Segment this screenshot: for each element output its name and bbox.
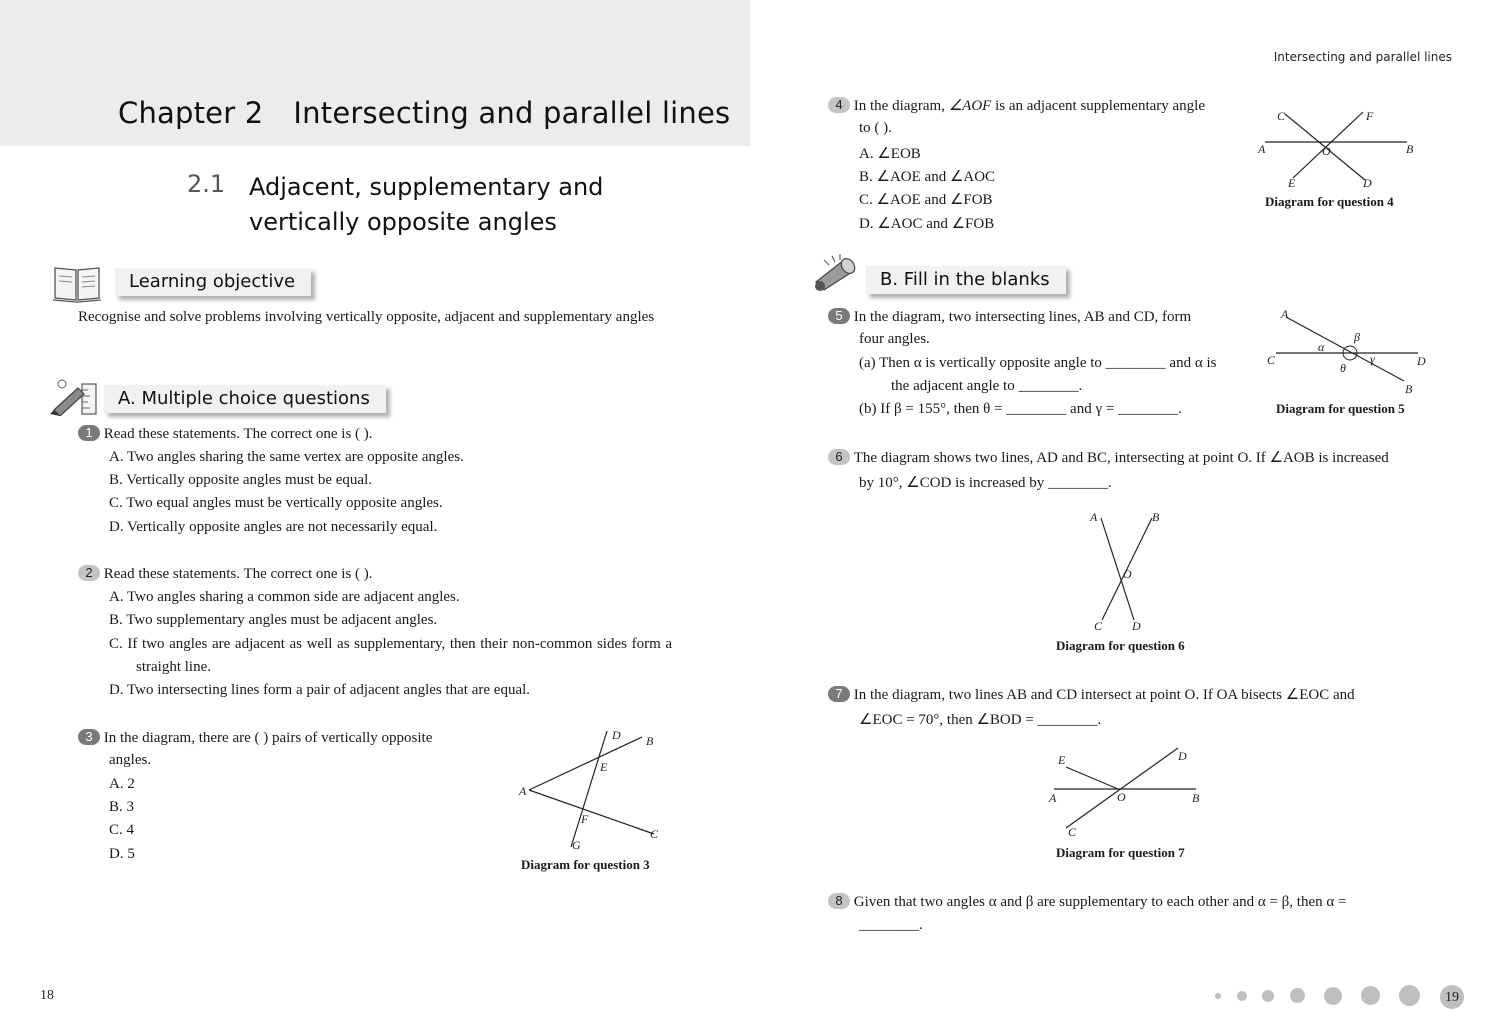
option-a: A. Two angles sharing the same vertex are opposite angles.: [109, 449, 464, 465]
option-a: A. ∠EOB: [859, 146, 921, 162]
question-8: [828, 891, 1346, 914]
question-stem: In the diagram, two lines AB and CD intersect at point O. If OA bisects ∠EOC and: [853, 687, 1355, 703]
diagram-caption-q5: Diagram for question 5: [1276, 401, 1405, 416]
option-c: C. ∠AOE and ∠FOB: [859, 192, 993, 208]
chapter-number: Chapter 2: [118, 96, 264, 130]
diagram-q3: [510, 722, 670, 856]
label-beta: β: [1354, 330, 1360, 344]
diagram-caption-q4: Diagram for question 4: [1265, 194, 1394, 209]
question-number-badge: 5: [828, 308, 850, 324]
label-d: D: [1178, 749, 1187, 763]
label-d: D: [612, 728, 621, 742]
label-b: B: [646, 734, 654, 748]
label-a: A: [1281, 307, 1289, 321]
running-head: Intersecting and parallel lines: [1273, 50, 1452, 64]
question-5: [828, 306, 1244, 329]
label-g: G: [572, 838, 581, 852]
label-e: E: [1288, 176, 1296, 190]
decorative-dot: [1324, 987, 1342, 1005]
question-number-badge: 6: [828, 449, 850, 465]
option-b: B. 3: [109, 799, 135, 815]
label-a: A: [519, 784, 527, 798]
option-d: D. 5: [109, 846, 135, 862]
option-d: D. Vertically opposite angles are not necessarily equal.: [109, 519, 438, 535]
diagram-caption-q7: Diagram for question 7: [1056, 845, 1185, 860]
label-b: B: [1405, 382, 1413, 396]
question-number-badge: 1: [78, 425, 100, 441]
chapter-title: [118, 96, 730, 130]
question-7: [828, 684, 1355, 707]
question-2: [78, 563, 373, 586]
question-stem-line2: four angles.: [859, 331, 930, 347]
question-stem-line2: ________.: [859, 917, 923, 933]
question-stem-line2: angles.: [109, 752, 152, 768]
decorative-dot: [1215, 993, 1221, 999]
scroll-horn-icon: [810, 252, 862, 294]
label-b: B: [1406, 142, 1414, 156]
pencil-ruler-icon: [48, 378, 100, 416]
label-o: O: [1322, 144, 1331, 158]
decorative-dot: [1361, 986, 1380, 1005]
option-c-text: C. If two angles are adjacent as well as supplementary, then their non-common sides form a straight line.: [109, 636, 672, 676]
page-number-left: 18: [40, 988, 54, 1003]
option-b: B. Vertically opposite angles must be equal.: [109, 472, 373, 488]
section-title-line2: vertically opposite angles: [249, 208, 557, 236]
learning-objective-banner: Learning objective: [115, 268, 311, 296]
ray-oe: [1066, 767, 1118, 789]
label-f: F: [581, 812, 589, 826]
line-ac: [529, 790, 654, 834]
label-theta: θ: [1340, 361, 1346, 375]
label-b: B: [1152, 510, 1160, 524]
question-4: [828, 95, 1205, 118]
label-f: F: [1366, 109, 1374, 123]
page-number-right: 19: [1445, 990, 1459, 1005]
question-stem: Given that two angles α and β are supplementary to each other and α = β, then α =: [853, 894, 1347, 910]
book-icon: [52, 262, 102, 304]
label-d: D: [1417, 354, 1426, 368]
option-b: B. Two supplementary angles must be adjacent angles.: [109, 612, 438, 628]
section-number: 2.1: [187, 170, 226, 198]
section-title-line1: Adjacent, supplementary and: [249, 173, 604, 201]
label-c: C: [1068, 825, 1077, 839]
line-dg: [571, 731, 607, 847]
label-o: O: [1117, 790, 1126, 804]
option-c: C. 4: [109, 822, 135, 838]
label-b: B: [1192, 791, 1200, 805]
part-b: (b) If β = 155°, then θ = ________ and γ = ________.: [859, 401, 1182, 417]
label-a: A: [1258, 142, 1266, 156]
line-ab: [529, 737, 642, 790]
option-c: [109, 633, 672, 680]
label-e: E: [600, 760, 608, 774]
question-stem: In the diagram, there are ( ) pairs of vertically opposite: [103, 730, 433, 746]
question-stem: Read these statements. The correct one is ( ).: [103, 426, 373, 442]
learning-objective-text: Recognise and solve problems involving vertically opposite, adjacent and supplementary angles: [78, 309, 655, 325]
question-stem-part2: is an adjacent supplementary angle: [991, 98, 1205, 114]
question-number-badge: 2: [78, 565, 100, 581]
decorative-dot: [1262, 990, 1274, 1002]
question-number-badge: 8: [828, 893, 850, 909]
question-stem-line2: ∠EOC = 70°, then ∠BOD = ________.: [859, 712, 1102, 728]
diagram-q7: [1044, 744, 1210, 840]
label-a: A: [1049, 791, 1057, 805]
question-1: [78, 423, 373, 446]
section-b-banner: B. Fill in the blanks: [866, 266, 1066, 294]
question-number-badge: 7: [828, 686, 850, 702]
decorative-dot: [1237, 991, 1247, 1001]
option-b: B. ∠AOE and ∠AOC: [859, 169, 996, 185]
label-e: E: [1058, 753, 1066, 767]
question-stem: In the diagram, two intersecting lines, AB and CD, form: [853, 309, 1192, 325]
question-number-badge: 3: [78, 729, 100, 745]
question-stem-angle: ∠AOF: [948, 98, 992, 114]
label-c: C: [650, 827, 659, 841]
diagram-caption-q6: Diagram for question 6: [1056, 638, 1185, 653]
diagram-q4: [1255, 102, 1425, 194]
option-d: D. Two intersecting lines form a pair of adjacent angles that are equal.: [109, 682, 531, 698]
option-d: D. ∠AOC and ∠FOB: [859, 216, 995, 232]
decorative-dot: [1290, 988, 1305, 1003]
label-c: C: [1277, 109, 1286, 123]
question-stem-line2: to ( ).: [859, 120, 892, 136]
line-dc: [1066, 748, 1178, 828]
option-a: A. Two angles sharing a common side are adjacent angles.: [109, 589, 460, 605]
label-a: A: [1090, 510, 1098, 524]
label-d: D: [1363, 176, 1372, 190]
question-number-badge: 4: [828, 97, 850, 113]
label-o: O: [1123, 567, 1132, 581]
question-6: [828, 447, 1389, 470]
decorative-dot: [1399, 985, 1420, 1006]
section-title: [249, 170, 603, 240]
label-gamma: γ: [1370, 352, 1375, 366]
label-c: C: [1267, 353, 1276, 367]
question-stem: The diagram shows two lines, AD and BC, intersecting at point O. If ∠AOB is increased: [853, 450, 1389, 466]
label-d: D: [1132, 619, 1141, 633]
page-number-right-badge: [1440, 985, 1464, 1009]
chapter-title-text: Intersecting and parallel lines: [293, 96, 731, 130]
label-alpha: α: [1318, 340, 1325, 354]
label-c: C: [1094, 619, 1103, 633]
diagram-caption-q3: Diagram for question 3: [521, 857, 650, 872]
part-a: (a) Then α is vertically opposite angle to ________ and α is: [859, 355, 1217, 371]
diagram-q5: [1262, 305, 1432, 397]
question-stem-line2: by 10°, ∠COD is increased by ________.: [859, 475, 1112, 491]
question-stem: Read these statements. The correct one is ( ).: [103, 566, 373, 582]
option-c: C. Two equal angles must be vertically opposite angles.: [109, 495, 443, 511]
question-stem-part1: In the diagram,: [853, 98, 949, 114]
option-a: A. 2: [109, 776, 135, 792]
diagram-q6: [1080, 506, 1170, 634]
part-a-line2: the adjacent angle to ________.: [891, 378, 1083, 394]
question-3: [78, 727, 432, 750]
section-a-banner: A. Multiple choice questions: [104, 385, 386, 413]
